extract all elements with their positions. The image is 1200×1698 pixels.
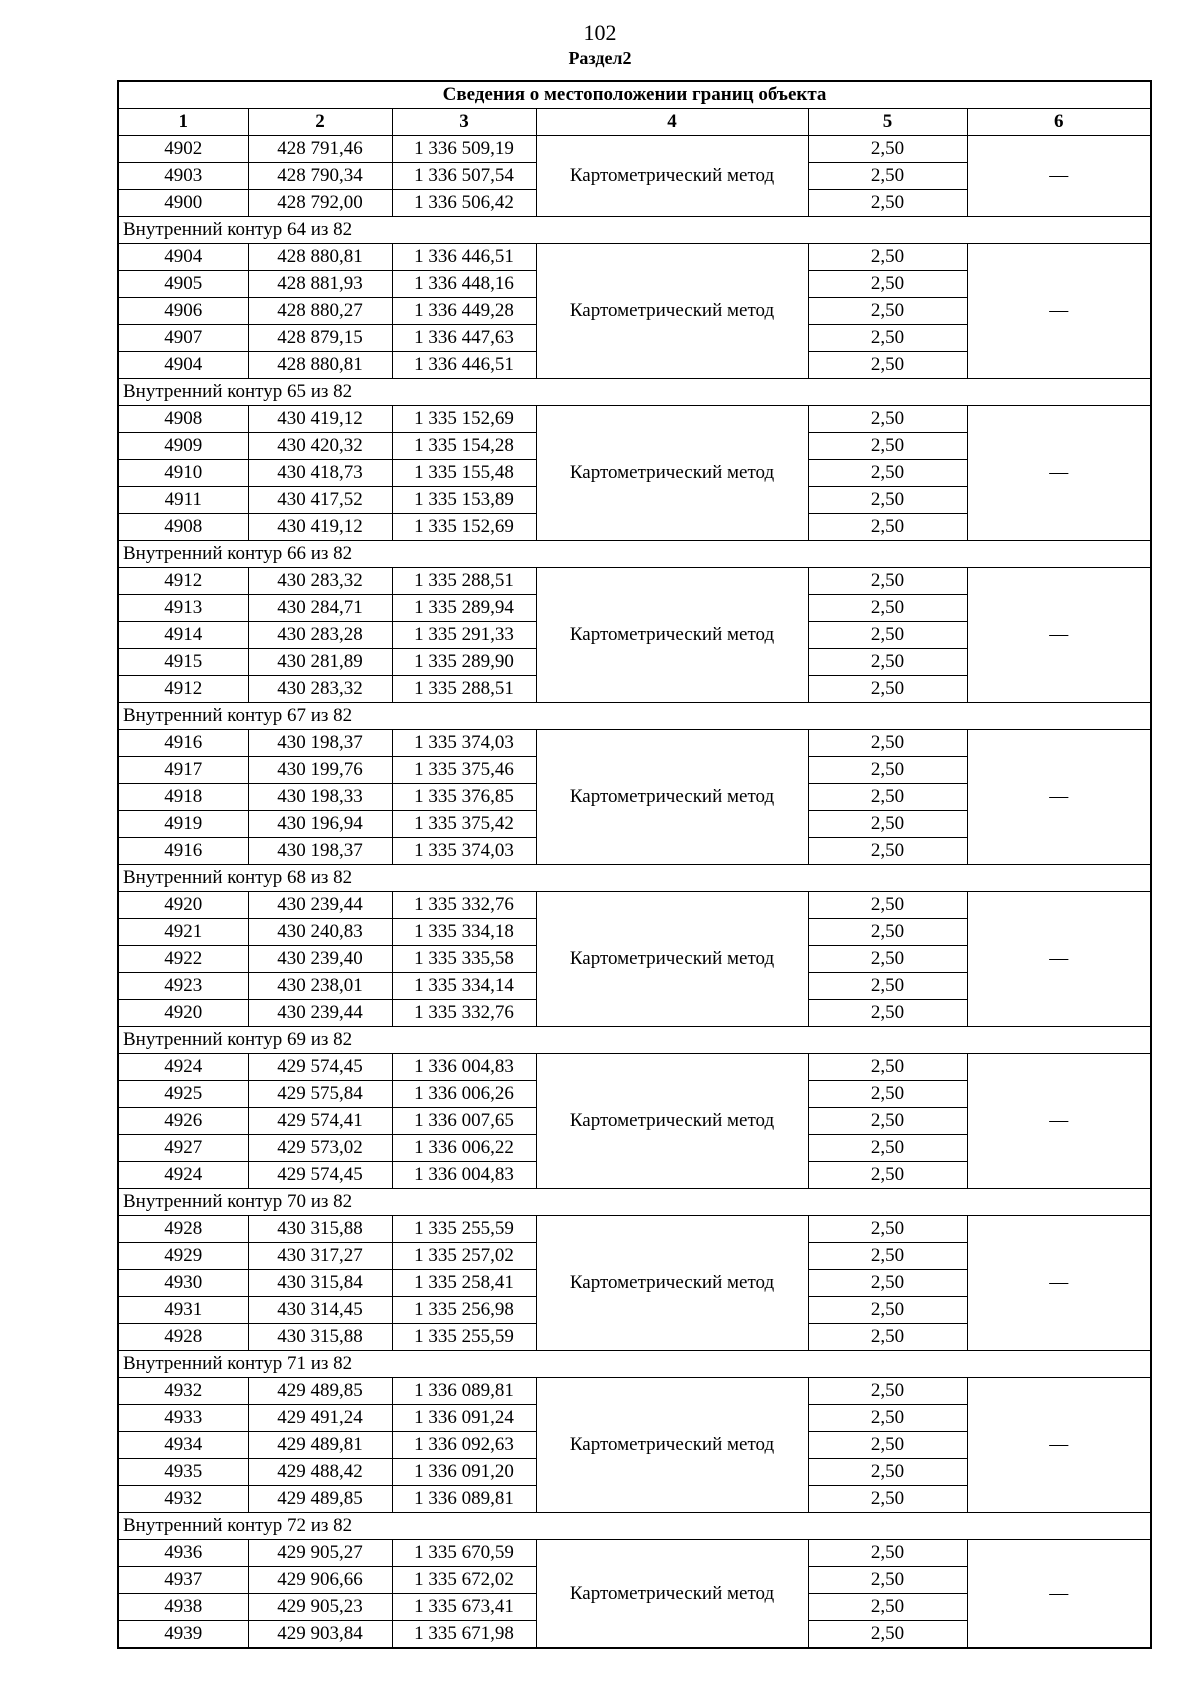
table-row [118, 892, 1151, 919]
coord-x: 428 880,81 [248, 244, 392, 271]
accuracy: 2,50 [808, 973, 967, 1000]
coord-y: 1 336 004,83 [392, 1054, 536, 1081]
coord-y: 1 335 256,98 [392, 1297, 536, 1324]
coord-y: 1 335 335,58 [392, 946, 536, 973]
coord-x: 429 489,85 [248, 1486, 392, 1513]
contour-label: Внутренний контур 67 из 82 [118, 703, 1151, 730]
coord-x: 430 239,44 [248, 892, 392, 919]
point-number: 4936 [118, 1540, 248, 1567]
accuracy: 2,50 [808, 649, 967, 676]
point-number: 4930 [118, 1270, 248, 1297]
accuracy: 2,50 [808, 487, 967, 514]
contour-row [118, 541, 1151, 568]
point-number: 4913 [118, 595, 248, 622]
coord-y: 1 336 089,81 [392, 1486, 536, 1513]
contour-label: Внутренний контур 71 из 82 [118, 1351, 1151, 1378]
coord-y: 1 335 155,48 [392, 460, 536, 487]
coord-y: 1 335 671,98 [392, 1621, 536, 1649]
point-number: 4928 [118, 1216, 248, 1243]
contour-row [118, 217, 1151, 244]
coord-x: 429 905,27 [248, 1540, 392, 1567]
accuracy: 2,50 [808, 811, 967, 838]
coord-x: 430 283,32 [248, 676, 392, 703]
coord-x: 429 906,66 [248, 1567, 392, 1594]
contour-label: Внутренний контур 66 из 82 [118, 541, 1151, 568]
dash-cell: — [967, 406, 1151, 541]
coord-x: 429 573,02 [248, 1135, 392, 1162]
coord-x: 430 284,71 [248, 595, 392, 622]
coord-x: 430 419,12 [248, 514, 392, 541]
accuracy: 2,50 [808, 1000, 967, 1027]
contour-label: Внутренний контур 69 из 82 [118, 1027, 1151, 1054]
accuracy: 2,50 [808, 919, 967, 946]
coord-x: 430 315,88 [248, 1324, 392, 1351]
dash-cell: — [967, 244, 1151, 379]
column-header: 5 [808, 109, 967, 136]
point-number: 4908 [118, 406, 248, 433]
coord-x: 430 239,40 [248, 946, 392, 973]
table-row [118, 730, 1151, 757]
coord-y: 1 336 006,22 [392, 1135, 536, 1162]
coord-y: 1 336 446,51 [392, 352, 536, 379]
coord-y: 1 335 153,89 [392, 487, 536, 514]
method-cell: Картометрический метод [536, 568, 808, 703]
accuracy: 2,50 [808, 325, 967, 352]
point-number: 4923 [118, 973, 248, 1000]
point-number: 4920 [118, 1000, 248, 1027]
point-number: 4915 [118, 649, 248, 676]
table-row [118, 1378, 1151, 1405]
column-header: 1 [118, 109, 248, 136]
table-row [118, 1216, 1151, 1243]
column-header: 3 [392, 109, 536, 136]
method-cell: Картометрический метод [536, 244, 808, 379]
accuracy: 2,50 [808, 433, 967, 460]
coord-y: 1 336 449,28 [392, 298, 536, 325]
coord-y: 1 335 670,59 [392, 1540, 536, 1567]
dash-cell: — [967, 892, 1151, 1027]
point-number: 4928 [118, 1324, 248, 1351]
contour-label: Внутренний контур 70 из 82 [118, 1189, 1151, 1216]
point-number: 4908 [118, 514, 248, 541]
coord-x: 429 574,45 [248, 1054, 392, 1081]
point-number: 4922 [118, 946, 248, 973]
coord-y: 1 335 374,03 [392, 838, 536, 865]
coord-y: 1 336 509,19 [392, 136, 536, 163]
contour-label: Внутренний контур 65 из 82 [118, 379, 1151, 406]
contour-row [118, 703, 1151, 730]
coord-x: 430 240,83 [248, 919, 392, 946]
accuracy: 2,50 [808, 676, 967, 703]
coord-x: 430 315,88 [248, 1216, 392, 1243]
dash-cell: — [967, 1378, 1151, 1513]
accuracy: 2,50 [808, 1162, 967, 1189]
coord-y: 1 335 291,33 [392, 622, 536, 649]
accuracy: 2,50 [808, 1270, 967, 1297]
method-cell: Картометрический метод [536, 136, 808, 217]
coord-x: 428 791,46 [248, 136, 392, 163]
coord-y: 1 336 507,54 [392, 163, 536, 190]
page-number: 102 [583, 20, 617, 45]
dash-cell: — [967, 730, 1151, 865]
point-number: 4914 [118, 622, 248, 649]
coord-y: 1 336 092,63 [392, 1432, 536, 1459]
table-row [118, 1054, 1151, 1081]
dash-cell: — [967, 568, 1151, 703]
contour-row [118, 1027, 1151, 1054]
accuracy: 2,50 [808, 460, 967, 487]
accuracy: 2,50 [808, 1216, 967, 1243]
coord-x: 429 574,41 [248, 1108, 392, 1135]
coord-x: 428 792,00 [248, 190, 392, 217]
coord-y: 1 335 154,28 [392, 433, 536, 460]
coord-x: 430 238,01 [248, 973, 392, 1000]
accuracy: 2,50 [808, 1054, 967, 1081]
contour-row [118, 1351, 1151, 1378]
accuracy: 2,50 [808, 1621, 967, 1649]
coord-y: 1 335 257,02 [392, 1243, 536, 1270]
accuracy: 2,50 [808, 1243, 967, 1270]
coord-y: 1 336 448,16 [392, 271, 536, 298]
coord-x: 429 905,23 [248, 1594, 392, 1621]
point-number: 4921 [118, 919, 248, 946]
accuracy: 2,50 [808, 1378, 967, 1405]
accuracy: 2,50 [808, 1567, 967, 1594]
method-cell: Картометрический метод [536, 1540, 808, 1649]
coord-y: 1 335 374,03 [392, 730, 536, 757]
coord-x: 430 317,27 [248, 1243, 392, 1270]
point-number: 4919 [118, 811, 248, 838]
coord-x: 430 239,44 [248, 1000, 392, 1027]
section-title: Раздел2 [568, 48, 632, 68]
coord-x: 429 575,84 [248, 1081, 392, 1108]
coord-x: 428 879,15 [248, 325, 392, 352]
accuracy: 2,50 [808, 1432, 967, 1459]
coord-y: 1 335 332,76 [392, 892, 536, 919]
table-row [118, 136, 1151, 163]
method-cell: Картометрический метод [536, 730, 808, 865]
point-number: 4918 [118, 784, 248, 811]
coord-x: 429 489,81 [248, 1432, 392, 1459]
coord-y: 1 336 004,83 [392, 1162, 536, 1189]
table-row [118, 244, 1151, 271]
accuracy: 2,50 [808, 190, 967, 217]
point-number: 4934 [118, 1432, 248, 1459]
accuracy: 2,50 [808, 892, 967, 919]
coord-x: 430 281,89 [248, 649, 392, 676]
coord-x: 429 489,85 [248, 1378, 392, 1405]
column-header: 4 [536, 109, 808, 136]
accuracy: 2,50 [808, 568, 967, 595]
coord-y: 1 336 091,24 [392, 1405, 536, 1432]
dash-cell: — [967, 1540, 1151, 1649]
coord-y: 1 336 446,51 [392, 244, 536, 271]
coord-y: 1 335 672,02 [392, 1567, 536, 1594]
accuracy: 2,50 [808, 1540, 967, 1567]
coord-y: 1 335 255,59 [392, 1216, 536, 1243]
dash-cell: — [967, 1054, 1151, 1189]
coord-y: 1 335 375,42 [392, 811, 536, 838]
coord-x: 430 315,84 [248, 1270, 392, 1297]
method-cell: Картометрический метод [536, 1054, 808, 1189]
point-number: 4910 [118, 460, 248, 487]
contour-row [118, 865, 1151, 892]
coord-x: 430 283,28 [248, 622, 392, 649]
coord-y: 1 335 334,18 [392, 919, 536, 946]
accuracy: 2,50 [808, 244, 967, 271]
column-header-row [118, 109, 1151, 136]
accuracy: 2,50 [808, 730, 967, 757]
point-number: 4937 [118, 1567, 248, 1594]
accuracy: 2,50 [808, 406, 967, 433]
coord-y: 1 336 091,20 [392, 1459, 536, 1486]
coord-x: 428 790,34 [248, 163, 392, 190]
contour-row [118, 1513, 1151, 1540]
accuracy: 2,50 [808, 1594, 967, 1621]
accuracy: 2,50 [808, 946, 967, 973]
point-number: 4920 [118, 892, 248, 919]
point-number: 4927 [118, 1135, 248, 1162]
point-number: 4924 [118, 1054, 248, 1081]
table-caption: Сведения о местоположении границ объекта [118, 81, 1151, 109]
point-number: 4904 [118, 244, 248, 271]
contour-row [118, 1189, 1151, 1216]
point-number: 4900 [118, 190, 248, 217]
method-cell: Картометрический метод [536, 892, 808, 1027]
accuracy: 2,50 [808, 298, 967, 325]
coord-x: 430 314,45 [248, 1297, 392, 1324]
coord-y: 1 335 288,51 [392, 676, 536, 703]
point-number: 4939 [118, 1621, 248, 1649]
point-number: 4911 [118, 487, 248, 514]
accuracy: 2,50 [808, 1081, 967, 1108]
coord-y: 1 335 289,94 [392, 595, 536, 622]
table-row [118, 568, 1151, 595]
coord-x: 430 418,73 [248, 460, 392, 487]
contour-label: Внутренний контур 68 из 82 [118, 865, 1151, 892]
coord-y: 1 335 289,90 [392, 649, 536, 676]
accuracy: 2,50 [808, 595, 967, 622]
point-number: 4905 [118, 271, 248, 298]
coord-x: 430 198,37 [248, 730, 392, 757]
point-number: 4925 [118, 1081, 248, 1108]
point-number: 4935 [118, 1459, 248, 1486]
dash-cell: — [967, 136, 1151, 217]
method-cell: Картометрический метод [536, 406, 808, 541]
point-number: 4909 [118, 433, 248, 460]
coord-y: 1 336 447,63 [392, 325, 536, 352]
accuracy: 2,50 [808, 136, 967, 163]
coord-x: 428 880,81 [248, 352, 392, 379]
coord-y: 1 336 007,65 [392, 1108, 536, 1135]
accuracy: 2,50 [808, 784, 967, 811]
point-number: 4938 [118, 1594, 248, 1621]
accuracy: 2,50 [808, 163, 967, 190]
coord-y: 1 335 258,41 [392, 1270, 536, 1297]
accuracy: 2,50 [808, 271, 967, 298]
point-number: 4902 [118, 136, 248, 163]
coord-x: 428 880,27 [248, 298, 392, 325]
point-number: 4933 [118, 1405, 248, 1432]
point-number: 4932 [118, 1486, 248, 1513]
column-header: 6 [967, 109, 1151, 136]
column-header: 2 [248, 109, 392, 136]
coord-x: 430 419,12 [248, 406, 392, 433]
point-number: 4906 [118, 298, 248, 325]
accuracy: 2,50 [808, 1135, 967, 1162]
coord-x: 430 199,76 [248, 757, 392, 784]
point-number: 4926 [118, 1108, 248, 1135]
coord-y: 1 335 255,59 [392, 1324, 536, 1351]
method-cell: Картометрический метод [536, 1378, 808, 1513]
coord-y: 1 335 375,46 [392, 757, 536, 784]
coord-x: 429 488,42 [248, 1459, 392, 1486]
point-number: 4917 [118, 757, 248, 784]
coord-y: 1 336 506,42 [392, 190, 536, 217]
accuracy: 2,50 [808, 1486, 967, 1513]
accuracy: 2,50 [808, 622, 967, 649]
accuracy: 2,50 [808, 838, 967, 865]
accuracy: 2,50 [808, 1459, 967, 1486]
accuracy: 2,50 [808, 514, 967, 541]
accuracy: 2,50 [808, 352, 967, 379]
point-number: 4912 [118, 676, 248, 703]
table-row [118, 1540, 1151, 1567]
point-number: 4907 [118, 325, 248, 352]
accuracy: 2,50 [808, 1297, 967, 1324]
coord-y: 1 335 673,41 [392, 1594, 536, 1621]
coord-y: 1 335 334,14 [392, 973, 536, 1000]
contour-row [118, 379, 1151, 406]
dash-cell: — [967, 1216, 1151, 1351]
boundary-table [117, 80, 1152, 1649]
coord-x: 430 198,33 [248, 784, 392, 811]
point-number: 4916 [118, 730, 248, 757]
coord-x: 429 491,24 [248, 1405, 392, 1432]
coord-y: 1 336 006,26 [392, 1081, 536, 1108]
coord-y: 1 336 089,81 [392, 1378, 536, 1405]
point-number: 4931 [118, 1297, 248, 1324]
point-number: 4912 [118, 568, 248, 595]
table-row [118, 406, 1151, 433]
method-cell: Картометрический метод [536, 1216, 808, 1351]
coord-x: 429 903,84 [248, 1621, 392, 1649]
coord-x: 430 417,52 [248, 487, 392, 514]
point-number: 4929 [118, 1243, 248, 1270]
coord-y: 1 335 288,51 [392, 568, 536, 595]
point-number: 4916 [118, 838, 248, 865]
point-number: 4924 [118, 1162, 248, 1189]
coord-x: 430 420,32 [248, 433, 392, 460]
point-number: 4932 [118, 1378, 248, 1405]
coord-y: 1 335 376,85 [392, 784, 536, 811]
coord-y: 1 335 152,69 [392, 406, 536, 433]
contour-label: Внутренний контур 72 из 82 [118, 1513, 1151, 1540]
accuracy: 2,50 [808, 1108, 967, 1135]
coord-x: 430 196,94 [248, 811, 392, 838]
coord-x: 429 574,45 [248, 1162, 392, 1189]
coord-y: 1 335 332,76 [392, 1000, 536, 1027]
point-number: 4904 [118, 352, 248, 379]
accuracy: 2,50 [808, 757, 967, 784]
coord-x: 428 881,93 [248, 271, 392, 298]
point-number: 4903 [118, 163, 248, 190]
coord-x: 430 198,37 [248, 838, 392, 865]
coord-x: 430 283,32 [248, 568, 392, 595]
coord-y: 1 335 152,69 [392, 514, 536, 541]
contour-label: Внутренний контур 64 из 82 [118, 217, 1151, 244]
accuracy: 2,50 [808, 1405, 967, 1432]
accuracy: 2,50 [808, 1324, 967, 1351]
